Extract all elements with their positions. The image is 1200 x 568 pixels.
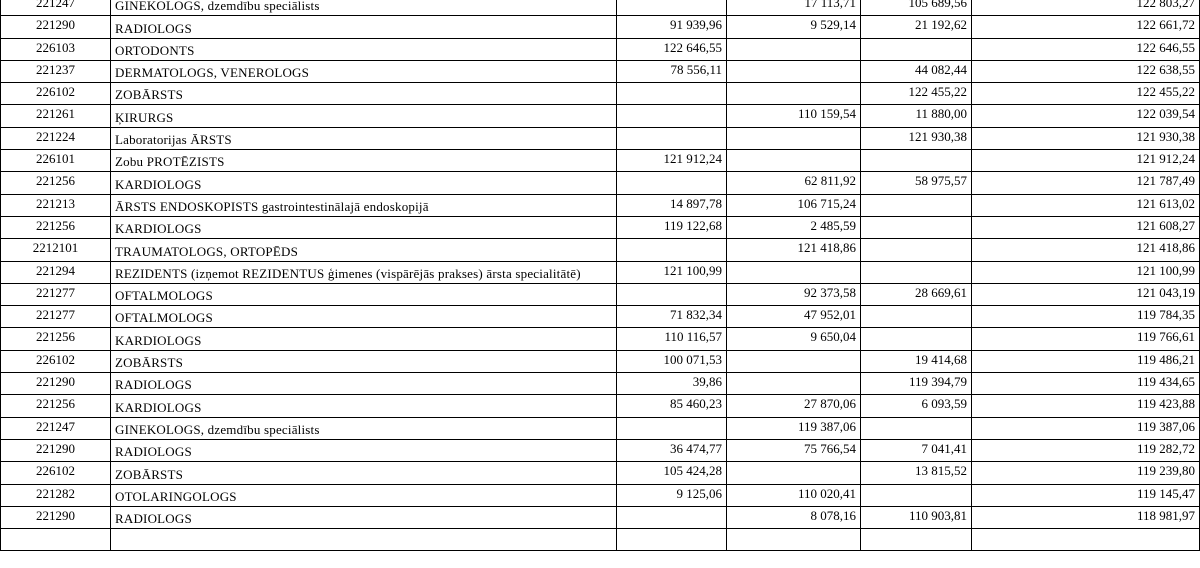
- amount-3-cell: 13 815,52: [861, 462, 972, 484]
- amount-3-cell: 105 689,56: [861, 0, 972, 16]
- amount-1-cell: 121 912,24: [617, 150, 727, 172]
- amount-2-cell: 106 715,24: [727, 194, 861, 216]
- amount-1-cell: 9 125,06: [617, 484, 727, 506]
- amount-2-cell: [727, 83, 861, 105]
- total-cell: 122 455,22: [972, 83, 1200, 105]
- occupation-code-cell: 226101: [1, 150, 111, 172]
- amount-2-cell: [727, 350, 861, 372]
- profession-cell: ĀRSTS ENDOSKOPISTS gastrointestinālajā endoskopijā: [111, 194, 617, 216]
- total-cell: 122 039,54: [972, 105, 1200, 127]
- total-cell: 119 434,65: [972, 373, 1200, 395]
- table-row: [1, 328, 1200, 350]
- amount-3-cell: [861, 150, 972, 172]
- table-row: [1, 16, 1200, 38]
- amount-1-cell: 14 897,78: [617, 194, 727, 216]
- table-row: [1, 83, 1200, 105]
- table-row: [1, 105, 1200, 127]
- amount-3-cell: 6 093,59: [861, 395, 972, 417]
- occupation-code-cell: 2212101: [1, 239, 111, 261]
- amount-3-cell: [861, 328, 972, 350]
- occupation-code-cell: 221282: [1, 484, 111, 506]
- amount-2-cell: 8 078,16: [727, 506, 861, 528]
- profession-cell: Zobu PROTĒZISTS: [111, 150, 617, 172]
- total-cell: 121 930,38: [972, 127, 1200, 149]
- total-cell: 122 661,72: [972, 16, 1200, 38]
- profession-cell: KARDIOLOGS: [111, 395, 617, 417]
- amount-3-cell: 110 903,81: [861, 506, 972, 528]
- occupation-code-cell: 221277: [1, 283, 111, 305]
- amount-1-cell: [617, 239, 727, 261]
- amount-2-cell: 9 529,14: [727, 16, 861, 38]
- table-row: [1, 439, 1200, 461]
- profession-cell: OTOLARINGOLOGS: [111, 484, 617, 506]
- amount-2-cell: 27 870,06: [727, 395, 861, 417]
- amount-1-cell: 110 116,57: [617, 328, 727, 350]
- profession-cell: REZIDENTS (izņemot REZIDENTUS ģimenes (vispārējās prakses) ārsta specialitātē): [111, 261, 617, 283]
- amount-2-cell: 121 418,86: [727, 239, 861, 261]
- profession-cell: KARDIOLOGS: [111, 216, 617, 238]
- amount-1-cell: 119 122,68: [617, 216, 727, 238]
- amount-3-cell: [861, 216, 972, 238]
- table-row: [1, 484, 1200, 506]
- total-cell: 121 418,86: [972, 239, 1200, 261]
- occupation-code-cell: 221224: [1, 127, 111, 149]
- total-cell: 121 100,99: [972, 261, 1200, 283]
- table-row: [1, 395, 1200, 417]
- profession-cell: ZOBĀRSTS: [111, 350, 617, 372]
- amount-2-cell: 17 113,71: [727, 0, 861, 16]
- occupation-code-cell: 226102: [1, 83, 111, 105]
- table-row: [1, 261, 1200, 283]
- occupation-code-cell: 226103: [1, 38, 111, 60]
- amount-1-cell: 78 556,11: [617, 60, 727, 82]
- occupation-code-cell: 221213: [1, 194, 111, 216]
- amount-2-cell: 2 485,59: [727, 216, 861, 238]
- amount-3-cell: 28 669,61: [861, 283, 972, 305]
- profession-cell: RADIOLOGS: [111, 16, 617, 38]
- total-cell: 118 981,97: [972, 506, 1200, 528]
- amount-2-cell: [727, 60, 861, 82]
- total-cell: 119 239,80: [972, 462, 1200, 484]
- occupation-code-cell: 221294: [1, 261, 111, 283]
- amount-2-cell: 47 952,01: [727, 306, 861, 328]
- table-row: [1, 350, 1200, 372]
- table-row: [1, 0, 1200, 16]
- total-cell: 122 646,55: [972, 38, 1200, 60]
- amount-1-cell: 121 100,99: [617, 261, 727, 283]
- amount-1-cell: [617, 283, 727, 305]
- occupation-code-cell: 221256: [1, 328, 111, 350]
- table-row: [1, 283, 1200, 305]
- total-cell: [972, 529, 1200, 551]
- profession-cell: KARDIOLOGS: [111, 172, 617, 194]
- amount-2-cell: [727, 373, 861, 395]
- amount-3-cell: [861, 239, 972, 261]
- amount-3-cell: 11 880,00: [861, 105, 972, 127]
- table-row: [1, 38, 1200, 60]
- amount-1-cell: 91 939,96: [617, 16, 727, 38]
- amount-1-cell: [617, 417, 727, 439]
- table-row: [1, 150, 1200, 172]
- table-row: [1, 127, 1200, 149]
- occupation-code-cell: 226102: [1, 350, 111, 372]
- amount-1-cell: 122 646,55: [617, 38, 727, 60]
- profession-cell: TRAUMATOLOGS, ORTOPĒDS: [111, 239, 617, 261]
- total-cell: 121 613,02: [972, 194, 1200, 216]
- occupation-code-cell: [1, 529, 111, 551]
- amount-1-cell: 105 424,28: [617, 462, 727, 484]
- profession-cell: DERMATOLOGS, VENEROLOGS: [111, 60, 617, 82]
- amount-1-cell: [617, 529, 727, 551]
- total-cell: 122 803,27: [972, 0, 1200, 16]
- total-cell: 119 766,61: [972, 328, 1200, 350]
- table-row: [1, 462, 1200, 484]
- occupation-code-cell: 221290: [1, 16, 111, 38]
- amount-2-cell: 75 766,54: [727, 439, 861, 461]
- table-row: [1, 373, 1200, 395]
- total-cell: 121 787,49: [972, 172, 1200, 194]
- amount-3-cell: [861, 417, 972, 439]
- amount-3-cell: [861, 306, 972, 328]
- amount-1-cell: 39,86: [617, 373, 727, 395]
- profession-cell: RADIOLOGS: [111, 506, 617, 528]
- amount-1-cell: [617, 506, 727, 528]
- occupation-code-cell: 226102: [1, 462, 111, 484]
- occupation-code-cell: 221290: [1, 373, 111, 395]
- table-row: [1, 306, 1200, 328]
- amount-1-cell: [617, 83, 727, 105]
- table-row: [1, 194, 1200, 216]
- total-cell: 119 387,06: [972, 417, 1200, 439]
- table-body: [1, 0, 1200, 551]
- amount-1-cell: [617, 127, 727, 149]
- total-cell: 119 145,47: [972, 484, 1200, 506]
- amount-1-cell: 71 832,34: [617, 306, 727, 328]
- profession-cell: GINEKOLOGS, dzemdību speciālists: [111, 0, 617, 16]
- amount-2-cell: [727, 529, 861, 551]
- amount-3-cell: 58 975,57: [861, 172, 972, 194]
- total-cell: 121 912,24: [972, 150, 1200, 172]
- occupation-code-cell: 221237: [1, 60, 111, 82]
- amount-2-cell: 110 159,54: [727, 105, 861, 127]
- amount-3-cell: 119 394,79: [861, 373, 972, 395]
- profession-cell: KARDIOLOGS: [111, 328, 617, 350]
- total-cell: 121 608,27: [972, 216, 1200, 238]
- amount-2-cell: 119 387,06: [727, 417, 861, 439]
- profession-cell: [111, 529, 617, 551]
- profession-cell: ZOBĀRSTS: [111, 83, 617, 105]
- profession-cell: ĶIRURGS: [111, 105, 617, 127]
- occupation-code-cell: 221277: [1, 306, 111, 328]
- profession-cell: ZOBĀRSTS: [111, 462, 617, 484]
- table-row: [1, 417, 1200, 439]
- amount-3-cell: [861, 529, 972, 551]
- amount-1-cell: 36 474,77: [617, 439, 727, 461]
- amount-3-cell: [861, 261, 972, 283]
- amount-2-cell: [727, 150, 861, 172]
- amount-3-cell: 44 082,44: [861, 60, 972, 82]
- amount-3-cell: 19 414,68: [861, 350, 972, 372]
- occupation-code-cell: 221256: [1, 172, 111, 194]
- total-cell: 121 043,19: [972, 283, 1200, 305]
- amount-3-cell: [861, 484, 972, 506]
- amount-2-cell: 92 373,58: [727, 283, 861, 305]
- total-cell: 119 282,72: [972, 439, 1200, 461]
- total-cell: 119 784,35: [972, 306, 1200, 328]
- occupation-code-cell: 221290: [1, 439, 111, 461]
- total-cell: 119 486,21: [972, 350, 1200, 372]
- profession-cell: OFTALMOLOGS: [111, 283, 617, 305]
- amount-2-cell: [727, 127, 861, 149]
- amount-2-cell: 62 811,92: [727, 172, 861, 194]
- table-row: [1, 529, 1200, 551]
- amount-2-cell: [727, 462, 861, 484]
- table-row: [1, 216, 1200, 238]
- amount-3-cell: [861, 194, 972, 216]
- amount-3-cell: 21 192,62: [861, 16, 972, 38]
- occupation-code-cell: 221247: [1, 0, 111, 16]
- occupation-code-cell: 221247: [1, 417, 111, 439]
- occupation-code-cell: 221256: [1, 216, 111, 238]
- profession-cell: GINEKOLOGS, dzemdību speciālists: [111, 417, 617, 439]
- amount-1-cell: [617, 172, 727, 194]
- profession-cell: RADIOLOGS: [111, 439, 617, 461]
- amount-1-cell: 100 071,53: [617, 350, 727, 372]
- amount-2-cell: [727, 38, 861, 60]
- occupation-code-cell: 221290: [1, 506, 111, 528]
- table-row: [1, 239, 1200, 261]
- profession-cell: Laboratorijas ĀRSTS: [111, 127, 617, 149]
- amount-1-cell: 85 460,23: [617, 395, 727, 417]
- amount-2-cell: 110 020,41: [727, 484, 861, 506]
- table-row: [1, 60, 1200, 82]
- amount-3-cell: 7 041,41: [861, 439, 972, 461]
- amount-3-cell: [861, 38, 972, 60]
- total-cell: 119 423,88: [972, 395, 1200, 417]
- amount-1-cell: [617, 105, 727, 127]
- profession-cell: ORTODONTS: [111, 38, 617, 60]
- profession-cell: RADIOLOGS: [111, 373, 617, 395]
- amount-3-cell: 122 455,22: [861, 83, 972, 105]
- amount-2-cell: [727, 261, 861, 283]
- amount-1-cell: [617, 0, 727, 16]
- amount-3-cell: 121 930,38: [861, 127, 972, 149]
- total-cell: 122 638,55: [972, 60, 1200, 82]
- amount-2-cell: 9 650,04: [727, 328, 861, 350]
- profession-cell: OFTALMOLOGS: [111, 306, 617, 328]
- table-row: [1, 172, 1200, 194]
- table-row: [1, 506, 1200, 528]
- occupation-code-cell: 221256: [1, 395, 111, 417]
- occupation-code-cell: 221261: [1, 105, 111, 127]
